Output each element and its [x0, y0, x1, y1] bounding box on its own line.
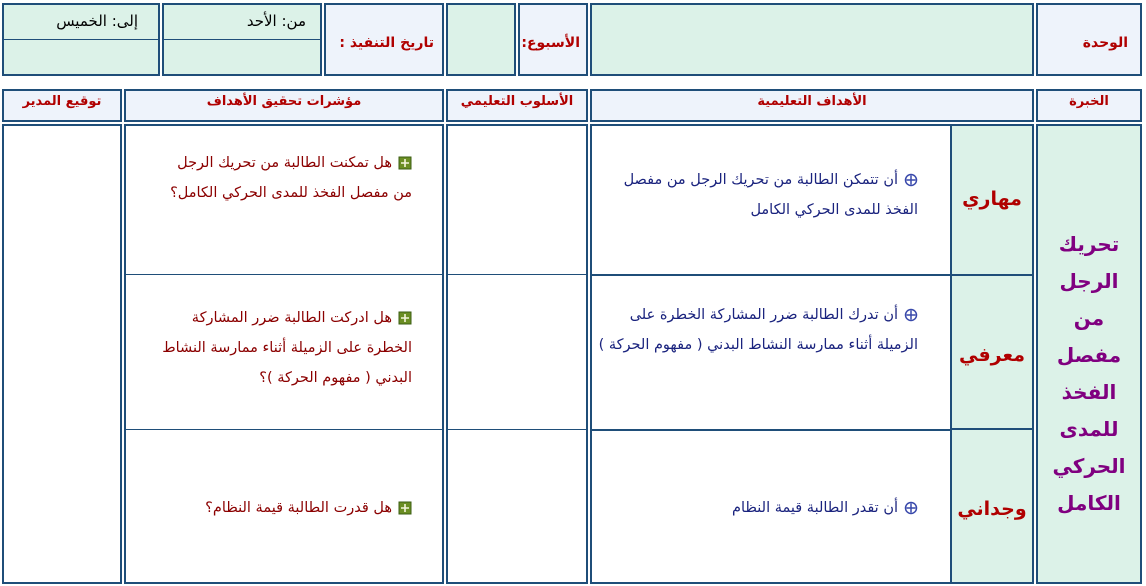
- style-row-divider: [448, 274, 586, 275]
- exec-date-cell: [324, 3, 444, 76]
- week-label: الأسبوع:: [521, 35, 580, 51]
- header-experience-label: الخبرة: [1069, 94, 1109, 109]
- objective-cognitive: أن تدرك الطالبة ضرر المشاركة الخطرة على الزميلة أثناء ممارسة النشاط البدني ( مفهوم الحركة ): [598, 307, 918, 353]
- objective-text: [598, 493, 918, 523]
- style-cell[interactable]: [446, 124, 588, 584]
- header-director-label: توقيع المدير: [22, 94, 102, 109]
- indicator-text: [162, 303, 412, 393]
- week-cell: [518, 3, 588, 76]
- style-row-divider: [448, 429, 586, 430]
- square-bullet-icon: [398, 156, 412, 170]
- from-cell[interactable]: [162, 3, 322, 76]
- exec-date-label: تاريخ التنفيذ :: [339, 35, 434, 51]
- to-label: إلى: الخميس: [56, 12, 138, 30]
- header-indicators: [124, 89, 444, 122]
- unit-label: الوحدة: [1082, 35, 1128, 51]
- to-cell[interactable]: [2, 3, 160, 76]
- indicator-affective: هل قدرت الطالبة قيمة النظام؟: [205, 500, 392, 516]
- category-cell-cognitive: [950, 274, 1034, 430]
- category-affective: وجداني: [957, 498, 1027, 520]
- director-signature-cell[interactable]: [2, 124, 122, 584]
- to-divider: [4, 39, 158, 40]
- indicator-skill: هل تمكنت الطالبة من تحريك الرجل من مفصل الفخذ للمدى الحركي الكامل؟: [170, 155, 412, 201]
- square-bullet-icon: [398, 311, 412, 325]
- from-divider: [164, 39, 320, 40]
- objective-text: [598, 165, 918, 225]
- header-style: [446, 89, 588, 122]
- indicator-cognitive: هل ادركت الطالبة ضرر المشاركة الخطرة على الزميلة أثناء ممارسة النشاط البدني ( مفهوم الحركة )؟: [162, 310, 412, 386]
- square-bullet-icon: [398, 501, 412, 515]
- indicator-row-divider: [126, 429, 442, 430]
- unit-cell: [1036, 3, 1142, 76]
- circle-plus-icon: [904, 501, 918, 515]
- header-indicators-label: مؤشرات تحقيق الأهداف: [206, 94, 362, 109]
- from-label: من: الأحد: [246, 12, 306, 30]
- objective-text: [598, 300, 918, 360]
- experience-text: تحريك الرجل من مفصل الفخذ للمدى الحركي الكامل: [1052, 232, 1126, 515]
- category-cognitive: معرفي: [959, 344, 1025, 366]
- category-skill: مهاري: [962, 188, 1022, 210]
- objective-skill: أن تتمكن الطالبة من تحريك الرجل من مفصل الفخذ للمدى الحركي الكامل: [623, 172, 918, 218]
- category-cell-affective: [950, 428, 1034, 584]
- header-objectives: [590, 89, 1034, 122]
- objective-row-divider: [590, 274, 952, 276]
- objective-row-divider: [590, 429, 952, 431]
- experience-cell: [1036, 124, 1142, 584]
- circle-plus-icon: [904, 173, 918, 187]
- header-director: [2, 89, 122, 122]
- header-objectives-label: الأهداف التعليمية: [757, 94, 867, 109]
- category-cell-skill: [950, 124, 1034, 276]
- indicator-text: [162, 493, 412, 523]
- header-experience: [1036, 89, 1142, 122]
- circle-plus-icon: [904, 308, 918, 322]
- week-value-cell[interactable]: [446, 3, 516, 76]
- indicator-row-divider: [126, 274, 442, 275]
- unit-value-cell[interactable]: [590, 3, 1034, 76]
- header-style-label: الأسلوب التعليمي: [460, 94, 574, 109]
- indicator-text: [162, 148, 412, 208]
- objective-affective: أن تقدر الطالبة قيمة النظام: [732, 500, 898, 516]
